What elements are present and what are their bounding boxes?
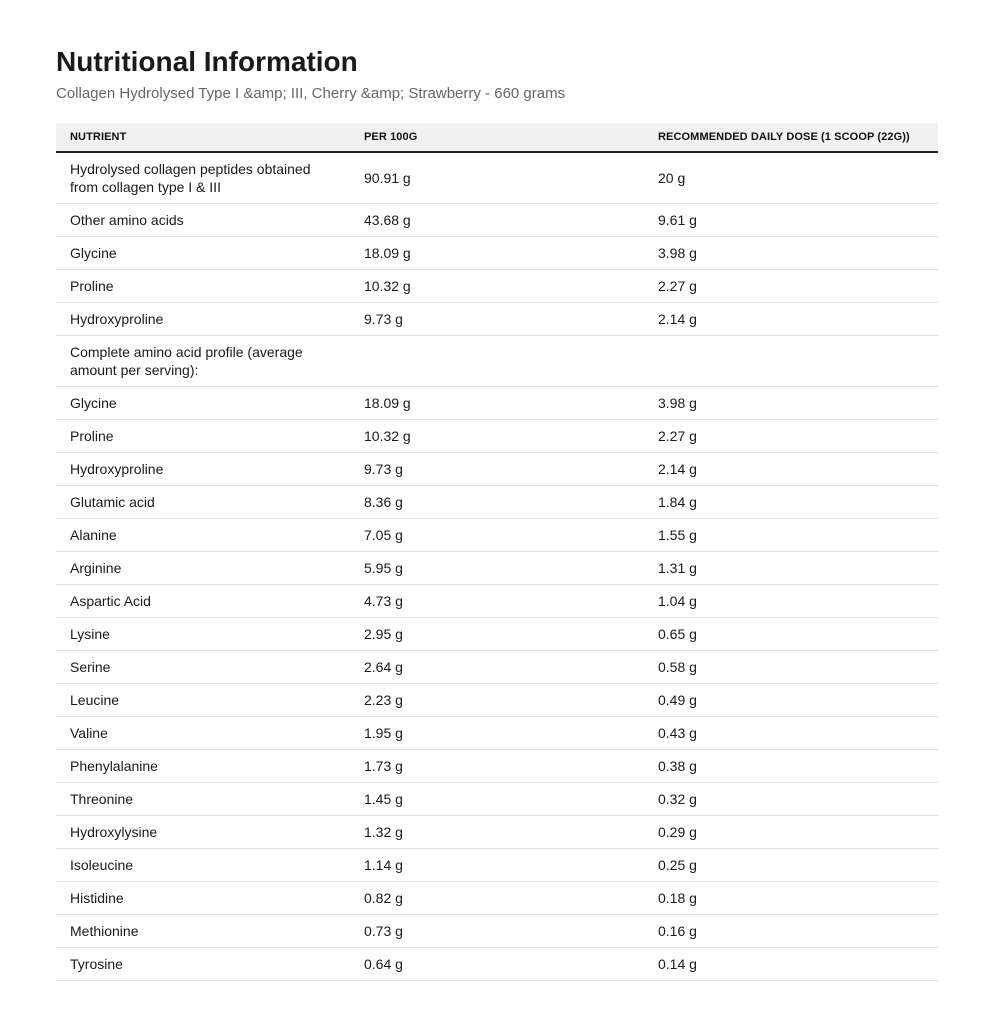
table-row: [56, 585, 938, 618]
nutrient-cell: Phenylalanine: [56, 750, 350, 783]
per-100g-cell: 43.68 g: [350, 204, 644, 237]
daily-dose-cell: 0.25 g: [644, 849, 938, 882]
nutrient-cell: Complete amino acid profile (average amount per serving):: [56, 336, 350, 387]
nutrient-cell: Tyrosine: [56, 948, 350, 981]
table-body: [56, 152, 938, 981]
table-row: [56, 750, 938, 783]
daily-dose-cell: [644, 336, 938, 387]
daily-dose-cell: 0.18 g: [644, 882, 938, 915]
nutrient-cell: Hydrolysed collagen peptides obtained from collagen type I & III: [56, 152, 350, 204]
nutrient-cell: Alanine: [56, 519, 350, 552]
table-row: [56, 387, 938, 420]
table-header-row: [56, 123, 938, 152]
per-100g-cell: 4.73 g: [350, 585, 644, 618]
per-100g-cell: 0.82 g: [350, 882, 644, 915]
nutrient-cell: Histidine: [56, 882, 350, 915]
nutrient-cell: Serine: [56, 651, 350, 684]
daily-dose-cell: 0.65 g: [644, 618, 938, 651]
per-100g-cell: 1.45 g: [350, 783, 644, 816]
nutrient-cell: Hydroxylysine: [56, 816, 350, 849]
table-row: [56, 948, 938, 981]
per-100g-cell: [350, 336, 644, 387]
table-row: [56, 270, 938, 303]
per-100g-cell: 1.32 g: [350, 816, 644, 849]
nutrient-cell: Other amino acids: [56, 204, 350, 237]
column-header-daily-dose: RECOMMENDED DAILY DOSE (1 SCOOP (22G)): [644, 123, 938, 152]
table-row: [56, 882, 938, 915]
per-100g-cell: 1.14 g: [350, 849, 644, 882]
table-row: [56, 204, 938, 237]
product-subtitle: Collagen Hydrolysed Type I &amp; III, Cherry &amp; Strawberry - 660 grams: [56, 85, 566, 102]
nutrient-cell: Proline: [56, 420, 350, 453]
daily-dose-cell: 0.49 g: [644, 684, 938, 717]
nutrient-cell: Glycine: [56, 237, 350, 270]
table-row: [56, 552, 938, 585]
per-100g-cell: 0.64 g: [350, 948, 644, 981]
daily-dose-cell: 0.38 g: [644, 750, 938, 783]
nutrient-cell: Glutamic acid: [56, 486, 350, 519]
daily-dose-cell: 2.14 g: [644, 303, 938, 336]
daily-dose-cell: 1.31 g: [644, 552, 938, 585]
table-row: [56, 915, 938, 948]
table-row: [56, 486, 938, 519]
nutrient-cell: Methionine: [56, 915, 350, 948]
daily-dose-cell: 2.27 g: [644, 270, 938, 303]
table-row: [56, 420, 938, 453]
per-100g-cell: 90.91 g: [350, 152, 644, 204]
table-row: [56, 519, 938, 552]
nutrient-cell: Lysine: [56, 618, 350, 651]
per-100g-cell: 7.05 g: [350, 519, 644, 552]
per-100g-cell: 8.36 g: [350, 486, 644, 519]
table-row: [56, 651, 938, 684]
table-row: [56, 336, 938, 387]
daily-dose-cell: 0.43 g: [644, 717, 938, 750]
table-row: [56, 152, 938, 204]
daily-dose-cell: 0.14 g: [644, 948, 938, 981]
table-row: [56, 717, 938, 750]
nutrient-cell: Threonine: [56, 783, 350, 816]
nutrient-cell: Aspartic Acid: [56, 585, 350, 618]
table-header: [56, 123, 938, 152]
per-100g-cell: 18.09 g: [350, 237, 644, 270]
daily-dose-cell: 1.04 g: [644, 585, 938, 618]
daily-dose-cell: 9.61 g: [644, 204, 938, 237]
nutrient-cell: Hydroxyproline: [56, 303, 350, 336]
per-100g-cell: 9.73 g: [350, 303, 644, 336]
daily-dose-cell: 0.16 g: [644, 915, 938, 948]
daily-dose-cell: 20 g: [644, 152, 938, 204]
table-row: [56, 303, 938, 336]
table-row: [56, 684, 938, 717]
table-row: [56, 816, 938, 849]
table-row: [56, 783, 938, 816]
per-100g-cell: 0.73 g: [350, 915, 644, 948]
daily-dose-cell: 0.58 g: [644, 651, 938, 684]
daily-dose-cell: 3.98 g: [644, 237, 938, 270]
nutrient-cell: Valine: [56, 717, 350, 750]
per-100g-cell: 1.95 g: [350, 717, 644, 750]
daily-dose-cell: 3.98 g: [644, 387, 938, 420]
daily-dose-cell: 1.55 g: [644, 519, 938, 552]
per-100g-cell: 5.95 g: [350, 552, 644, 585]
table-row: [56, 453, 938, 486]
nutrient-cell: Glycine: [56, 387, 350, 420]
daily-dose-cell: 0.29 g: [644, 816, 938, 849]
nutrition-table: [56, 123, 938, 981]
daily-dose-cell: 0.32 g: [644, 783, 938, 816]
table-row: [56, 237, 938, 270]
column-header-nutrient: NUTRIENT: [56, 123, 350, 152]
per-100g-cell: 2.95 g: [350, 618, 644, 651]
nutrient-cell: Hydroxyproline: [56, 453, 350, 486]
column-header-per-100g: PER 100G: [350, 123, 644, 152]
table-row: [56, 618, 938, 651]
daily-dose-cell: 1.84 g: [644, 486, 938, 519]
per-100g-cell: 2.64 g: [350, 651, 644, 684]
per-100g-cell: 1.73 g: [350, 750, 644, 783]
page-title: Nutritional Information: [56, 46, 358, 77]
table-row: [56, 849, 938, 882]
per-100g-cell: 9.73 g: [350, 453, 644, 486]
nutrient-cell: Leucine: [56, 684, 350, 717]
per-100g-cell: 10.32 g: [350, 270, 644, 303]
per-100g-cell: 18.09 g: [350, 387, 644, 420]
per-100g-cell: 2.23 g: [350, 684, 644, 717]
nutrient-cell: Proline: [56, 270, 350, 303]
per-100g-cell: 10.32 g: [350, 420, 644, 453]
daily-dose-cell: 2.14 g: [644, 453, 938, 486]
nutrient-cell: Isoleucine: [56, 849, 350, 882]
daily-dose-cell: 2.27 g: [644, 420, 938, 453]
nutrient-cell: Arginine: [56, 552, 350, 585]
